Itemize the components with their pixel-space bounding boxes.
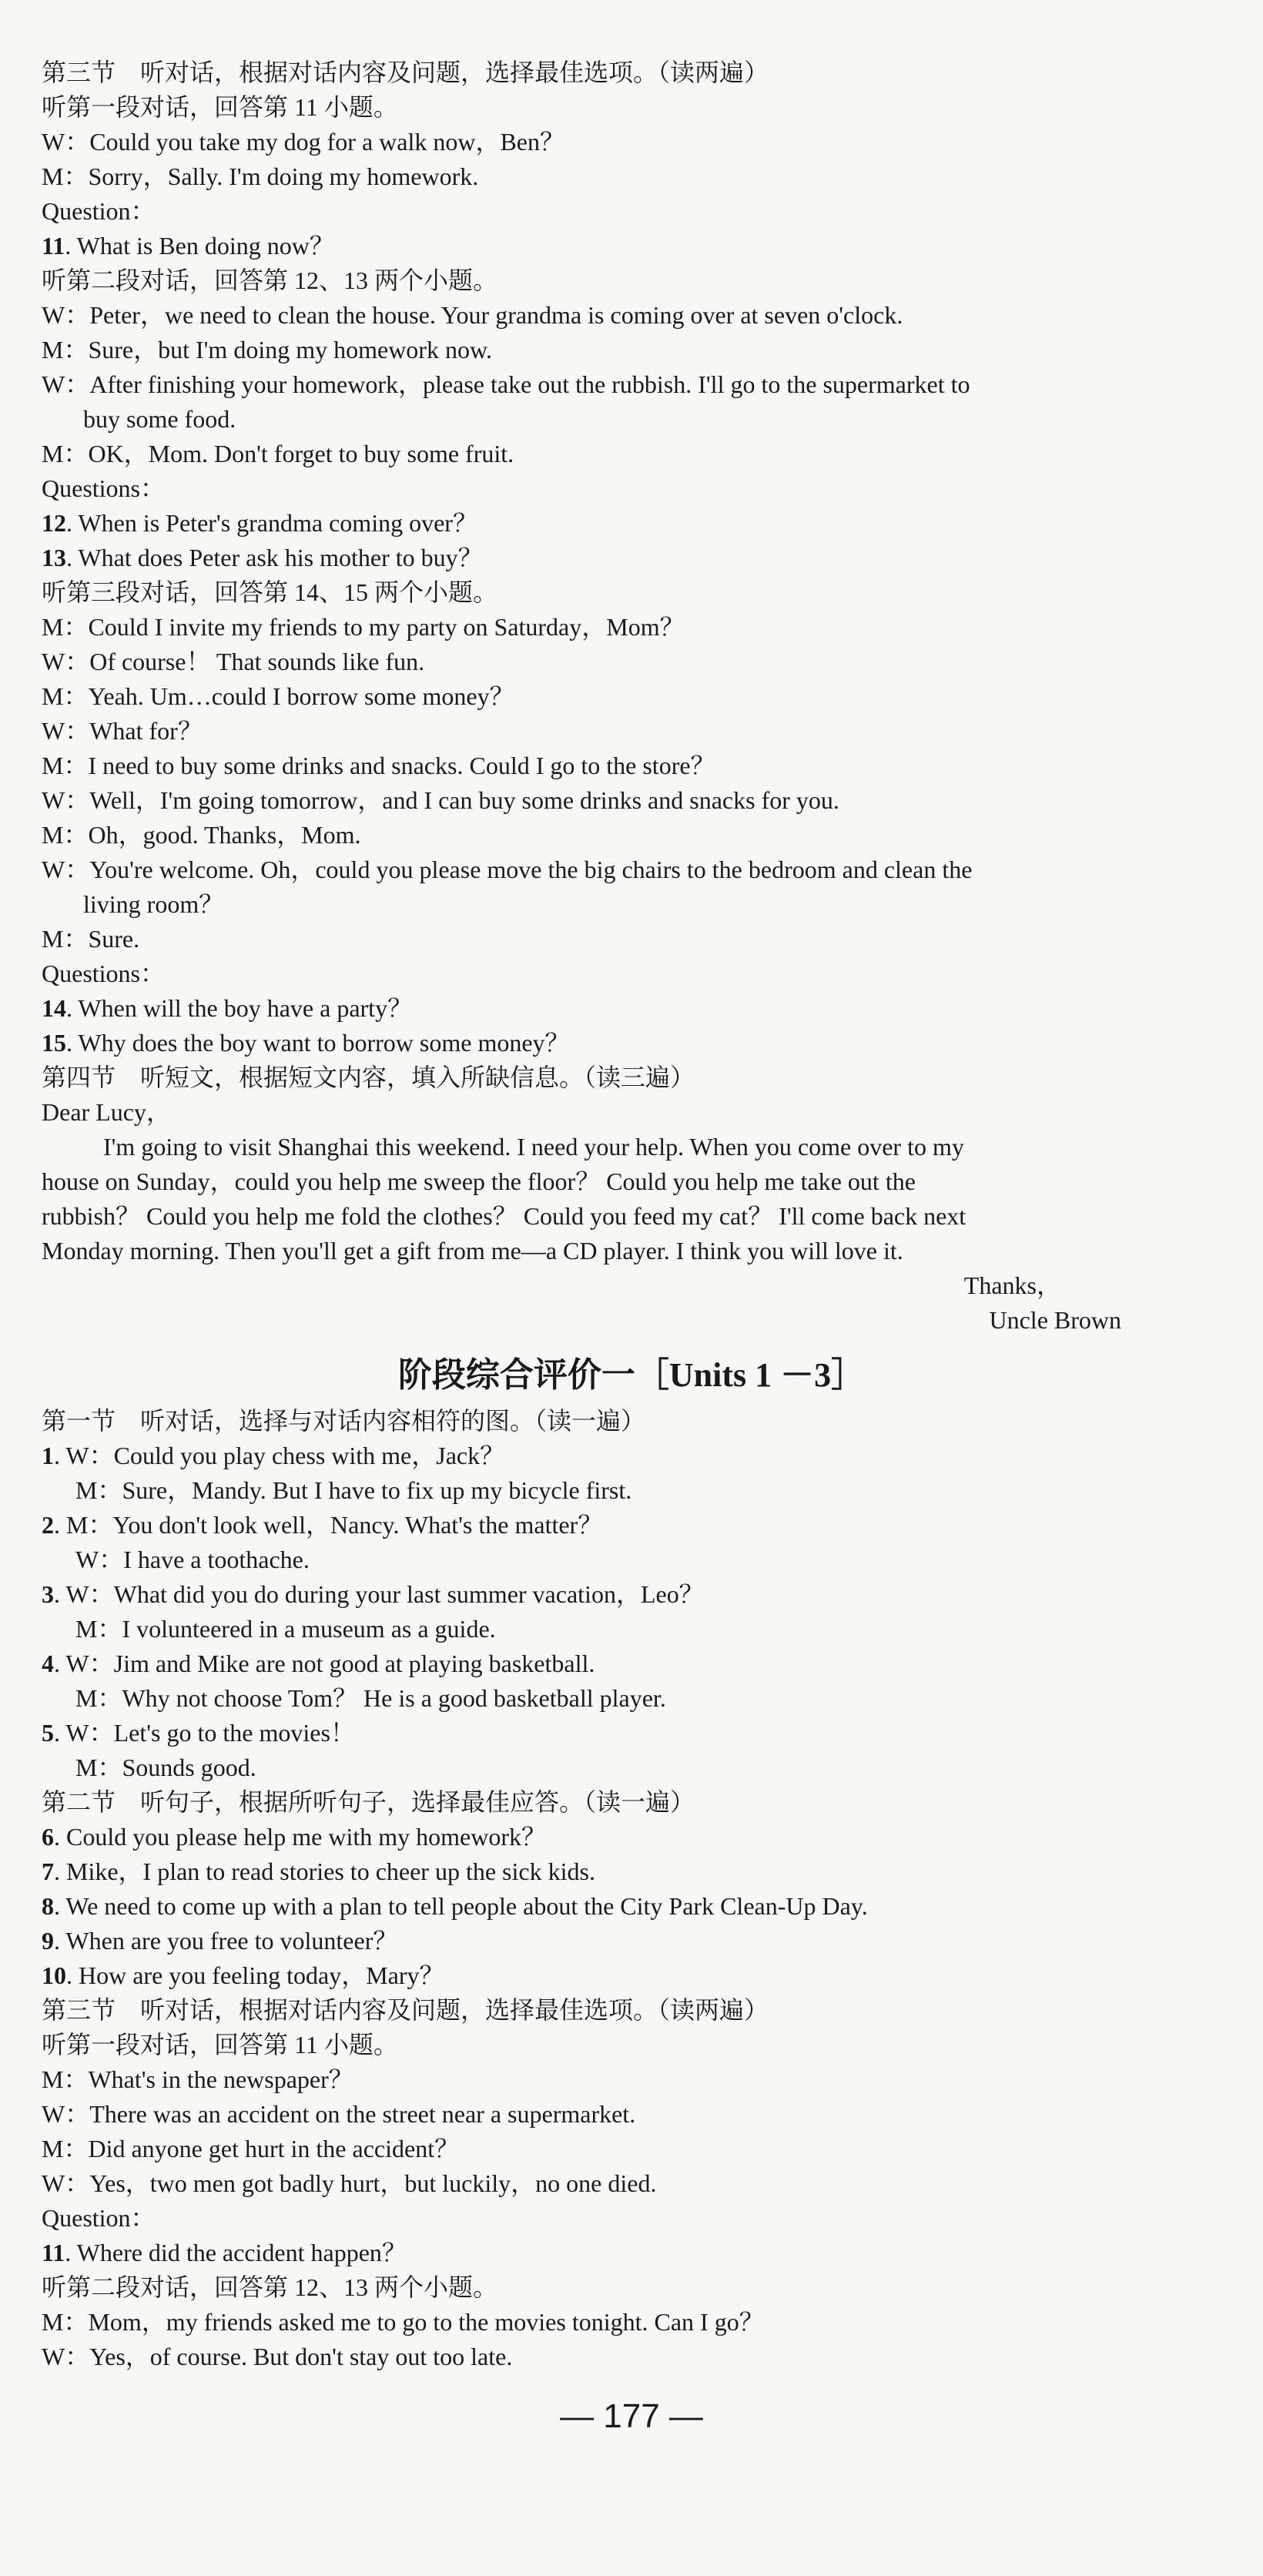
question-number: 9 [42,1927,54,1955]
question-line: 11. What is Ben doing now？ [42,232,334,260]
dialogue-line: M：Mom，my friends asked me to go to the movies tonight. Can I go？ [42,2308,764,2336]
dialogue-line: M：Sure. [42,925,140,953]
dialogue-line: W：Could you take my dog for a walk now，Ben？ [42,128,565,156]
letter-body-line: I'm going to visit Shanghai this weekend. I need your help. When you come over to my [103,1133,964,1161]
dialogue-line: M：I need to buy some drinks and snacks. Could I go to the store？ [42,752,715,779]
section-heading: 第四节 听短文，根据短文内容，填入所缺信息。（读三遍） [42,1064,695,1091]
dialogue-line: M：Could I invite my friends to my party on Saturday，Mom？ [42,613,685,641]
dialogue-line: W：I have a toothache. [75,1546,310,1573]
letter-body-line: rubbish？ Could you help me fold the clothes？ Could you feed my cat？ I'll come back next [42,1202,967,1230]
section-heading: 第三节 听对话，根据对话内容及问题，选择最佳选项。（读两遍） [42,1996,769,2024]
sentence-line: 10. How are you feeling today，Mary？ [42,1961,444,1989]
dialogue-line: M：Why not choose Tom？ He is a good basketball player. [75,1684,666,1712]
dialogue-line: W：Of course！ That sounds like fun. [42,648,425,675]
dialogue-line: W：What for？ [42,717,203,745]
sentence-line: 7. Mike，I plan to read stories to cheer up the sick kids. [42,1857,595,1885]
letter-salutation: Dear Lucy， [42,1098,171,1126]
page-section-title: 阶段综合评价一［Units 1 －3］ [397,1356,866,1394]
dialogue-line: M：What's in the newspaper？ [42,2065,353,2093]
dialogue-continuation: buy some food. [83,405,236,433]
question-line: 14. When will the boy have a party？ [42,994,413,1022]
question-number: 6 [42,1823,54,1851]
dialogue-line: M：Did anyone get hurt in the accident？ [42,2135,460,2162]
sentence-line: 9. When are you free to volunteer？ [42,1927,398,1955]
letter-body-line: Monday morning. Then you'll get a gift from me—a CD player. I think you will love it. [42,1237,903,1265]
question-label: Questions： [42,960,166,987]
instruction-line: 听第三段对话，回答第 14、15 两个小题。 [42,578,498,606]
question-number: 1 [42,1442,54,1469]
sentence-line: 6. Could you please help me with my homework？ [42,1823,547,1851]
question-number: 8 [42,1892,54,1920]
instruction-line: 听第二段对话，回答第 12、13 两个小题。 [42,2273,498,2301]
instruction-line: 听第二段对话，回答第 12、13 两个小题。 [42,266,498,294]
letter-closing: Thanks， [963,1271,1061,1299]
section-heading: 第一节 听对话，选择与对话内容相符的图。（读一遍） [42,1407,646,1435]
dialogue-line: M：Oh，good. Thanks，Mom. [42,821,361,849]
dialogue-line: M：I volunteered in a museum as a guide. [75,1615,496,1643]
question-number: 11 [42,232,65,260]
question-number: 12 [42,509,66,537]
dialogue-line: M：Sounds good. [75,1754,256,1781]
question-line: 12. When is Peter's grandma coming over？ [42,509,477,537]
letter-signature: Uncle Brown [989,1306,1121,1334]
dialogue-line: W：Yes，two men got badly hurt，but luckily，no one died. [42,2169,657,2197]
question-label: Question： [42,197,156,225]
question-line: 15. Why does the boy want to borrow some money？ [42,1029,570,1057]
dialogue-line: W：After finishing your homework，please take out the rubbish. I'll go to the supermarket to [42,370,970,398]
question-label: Question： [42,2204,156,2232]
instruction-line: 听第一段对话，回答第 11 小题。 [42,2031,398,2058]
section-heading: 第三节 听对话，根据对话内容及问题，选择最佳选项。（读两遍） [42,59,769,86]
question-line: 13. What does Peter ask his mother to buy？ [42,544,483,571]
question-label: Questions： [42,474,166,502]
instruction-line: 听第一段对话，回答第 11 小题。 [42,93,398,121]
dialogue-line: W：There was an accident on the street near a supermarket. [42,2100,636,2128]
dialogue-line: W：You're welcome. Oh，could you please move the big chairs to the bedroom and clean the [42,856,973,883]
question-number: 14 [42,994,66,1022]
dialogue-line: M：Sorry，Sally. I'm doing my homework. [42,162,479,190]
dialogue-line: 5. W：Let's go to the movies！ [42,1719,355,1747]
page-number: — 177 — [560,2397,703,2435]
question-number: 4 [42,1650,54,1677]
question-number: 7 [42,1857,54,1885]
dialogue-line: 2. M：You don't look well，Nancy. What's the matter？ [42,1511,603,1539]
question-number: 2 [42,1511,54,1539]
question-number: 13 [42,544,66,571]
dialogue-line: M：OK，Mom. Don't forget to buy some fruit. [42,440,514,467]
question-number: 5 [42,1719,54,1747]
dialogue-line: M：Sure，Mandy. But I have to fix up my bicycle first. [75,1476,632,1504]
question-number: 3 [42,1580,54,1608]
dialogue-line: W：Well，I'm going tomorrow，and I can buy some drinks and snacks for you. [42,786,839,814]
dialogue-continuation: living room？ [83,890,224,918]
section-heading: 第二节 听句子，根据所听句子，选择最佳应答。（读一遍） [42,1788,695,1816]
dialogue-line: 3. W：What did you do during your last summer vacation，Leo？ [42,1580,704,1608]
dialogue-line: W：Yes，of course. But don't stay out too late. [42,2343,513,2370]
letter-body-line: house on Sunday，could you help me sweep the floor？ Could you help me take out the [42,1167,916,1195]
question-line: 11. Where did the accident happen？ [42,2239,407,2266]
dialogue-line: 4. W：Jim and Mike are not good at playing basketball. [42,1650,595,1677]
dialogue-line: M：Sure，but I'm doing my homework now. [42,336,492,363]
question-number: 11 [42,2239,65,2266]
dialogue-line: W：Peter，we need to clean the house. Your grandma is coming over at seven o'clock. [42,301,903,329]
dialogue-line: M：Yeah. Um…could I borrow some money？ [42,682,514,710]
question-number: 10 [42,1961,66,1989]
question-number: 15 [42,1029,66,1057]
dialogue-line: 1. W：Could you play chess with me，Jack？ [42,1442,505,1469]
sentence-line: 8. We need to come up with a plan to tell people about the City Park Clean-Up Day. [42,1892,868,1920]
